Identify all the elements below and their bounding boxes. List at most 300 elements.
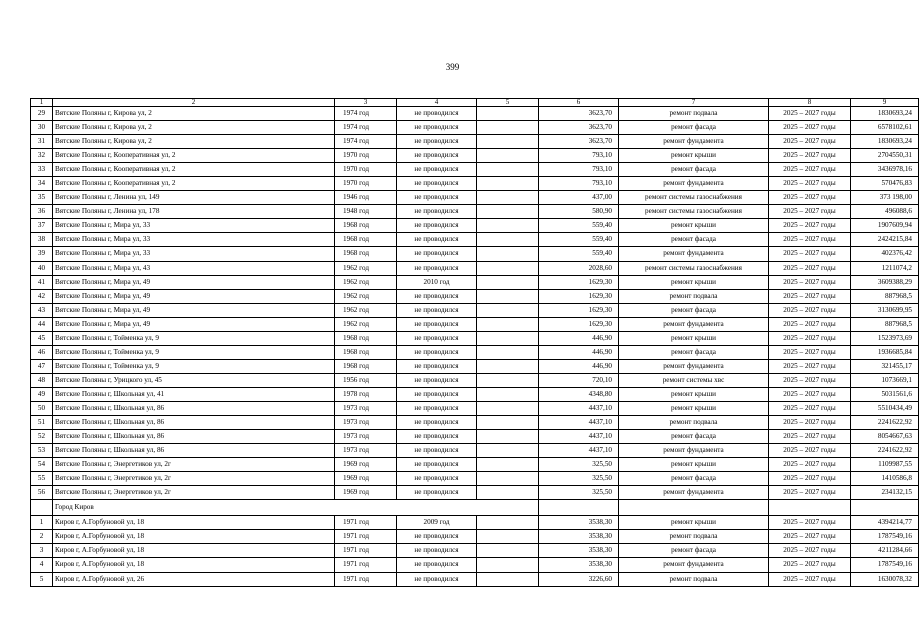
row-period: 2025 – 2027 годы (769, 303, 851, 317)
row-build-year: 1962 год (335, 289, 397, 303)
row-col5 (477, 317, 539, 331)
row-last-repair: не проводился (397, 387, 477, 401)
row-work-type: ремонт фундамента (619, 359, 769, 373)
row-number: 38 (31, 233, 53, 247)
row-work-type: ремонт крыши (619, 219, 769, 233)
row-number: 1 (31, 516, 53, 530)
table-row (31, 135, 919, 149)
row-period: 2025 – 2027 годы (769, 317, 851, 331)
row-number: 32 (31, 149, 53, 163)
row-col5 (477, 121, 539, 135)
row-col5 (477, 107, 539, 121)
row-col5 (477, 149, 539, 163)
row-number: 56 (31, 486, 53, 500)
row-last-repair: не проводился (397, 373, 477, 387)
row-work-type: ремонт фасада (619, 303, 769, 317)
column-number: 4 (397, 99, 477, 107)
row-period: 2025 – 2027 годы (769, 558, 851, 572)
table-row (31, 163, 919, 177)
page-number: 399 (445, 62, 460, 72)
table-row (31, 516, 919, 530)
row-address: Вятские Поляны г, Кирова ул, 2 (53, 121, 335, 135)
table-row (31, 345, 919, 359)
row-col5 (477, 486, 539, 500)
row-number: 55 (31, 472, 53, 486)
row-last-repair: не проводился (397, 177, 477, 191)
row-area: 3538,30 (539, 558, 619, 572)
row-number: 46 (31, 345, 53, 359)
row-build-year: 1971 год (335, 544, 397, 558)
row-last-repair: не проводился (397, 205, 477, 219)
row-col5 (477, 572, 539, 586)
column-number: 6 (539, 99, 619, 107)
row-period: 2025 – 2027 годы (769, 359, 851, 373)
row-area: 3226,60 (539, 572, 619, 586)
row-address: Вятские Поляны г, Кооперативная ул, 2 (53, 177, 335, 191)
row-area: 446,90 (539, 345, 619, 359)
row-period: 2025 – 2027 годы (769, 572, 851, 586)
table-row (31, 247, 919, 261)
table-row (31, 373, 919, 387)
section-empty-cell (31, 500, 53, 516)
table-row (31, 416, 919, 430)
row-last-repair: не проводился (397, 191, 477, 205)
row-number: 54 (31, 458, 53, 472)
row-period: 2025 – 2027 годы (769, 205, 851, 219)
row-build-year: 1968 год (335, 233, 397, 247)
row-last-repair: не проводился (397, 331, 477, 345)
row-number: 31 (31, 135, 53, 149)
row-period: 2025 – 2027 годы (769, 261, 851, 275)
row-area: 793,10 (539, 149, 619, 163)
row-cost: 3609388,29 (851, 275, 919, 289)
row-col5 (477, 331, 539, 345)
row-area: 1629,30 (539, 289, 619, 303)
row-build-year: 1968 год (335, 331, 397, 345)
row-build-year: 1973 год (335, 416, 397, 430)
row-col5 (477, 359, 539, 373)
row-last-repair: не проводился (397, 247, 477, 261)
row-area: 580,90 (539, 205, 619, 219)
table-row (31, 191, 919, 205)
row-address: Вятские Поляны г, Энергетиков ул, 2г (53, 458, 335, 472)
row-number: 48 (31, 373, 53, 387)
row-work-type: ремонт системы газоснабжения (619, 205, 769, 219)
row-work-type: ремонт крыши (619, 387, 769, 401)
table-row (31, 331, 919, 345)
row-cost: 1830693,24 (851, 107, 919, 121)
row-address: Вятские Поляны г, Урицкого ул, 45 (53, 373, 335, 387)
row-build-year: 1962 год (335, 303, 397, 317)
row-address: Вятские Поляны г, Мира ул, 49 (53, 289, 335, 303)
row-cost: 1073669,1 (851, 373, 919, 387)
row-cost: 5510434,49 (851, 401, 919, 415)
row-build-year: 1968 год (335, 345, 397, 359)
row-work-type: ремонт фасада (619, 163, 769, 177)
row-number: 39 (31, 247, 53, 261)
row-number: 50 (31, 401, 53, 415)
row-work-type: ремонт системы хвс (619, 373, 769, 387)
column-number: 3 (335, 99, 397, 107)
row-area: 559,40 (539, 233, 619, 247)
row-area: 4348,80 (539, 387, 619, 401)
row-cost: 1907609,94 (851, 219, 919, 233)
row-build-year: 1946 год (335, 191, 397, 205)
row-area: 3623,70 (539, 107, 619, 121)
row-number: 42 (31, 289, 53, 303)
column-number: 5 (477, 99, 539, 107)
row-last-repair: не проводился (397, 359, 477, 373)
row-col5 (477, 163, 539, 177)
row-work-type: ремонт крыши (619, 275, 769, 289)
row-work-type: ремонт фасада (619, 345, 769, 359)
row-area: 2028,60 (539, 261, 619, 275)
table-row (31, 430, 919, 444)
row-number: 30 (31, 121, 53, 135)
column-number: 9 (851, 99, 919, 107)
row-address: Вятские Поляны г, Школьная ул, 86 (53, 416, 335, 430)
row-period: 2025 – 2027 годы (769, 345, 851, 359)
row-area: 4437,10 (539, 444, 619, 458)
row-work-type: ремонт системы газоснабжения (619, 261, 769, 275)
row-last-repair: не проводился (397, 261, 477, 275)
row-last-repair: не проводился (397, 303, 477, 317)
row-build-year: 1971 год (335, 516, 397, 530)
row-cost: 4211284,66 (851, 544, 919, 558)
row-work-type: ремонт фундамента (619, 486, 769, 500)
table-row (31, 219, 919, 233)
row-area: 3623,70 (539, 135, 619, 149)
row-last-repair: не проводился (397, 544, 477, 558)
row-period: 2025 – 2027 годы (769, 163, 851, 177)
row-col5 (477, 205, 539, 219)
row-number: 29 (31, 107, 53, 121)
table-row (31, 205, 919, 219)
row-build-year: 1969 год (335, 472, 397, 486)
table-row (31, 544, 919, 558)
row-cost: 1211074,2 (851, 261, 919, 275)
row-work-type: ремонт фасада (619, 430, 769, 444)
row-work-type: ремонт фундамента (619, 558, 769, 572)
row-address: Вятские Поляны г, Мира ул, 49 (53, 303, 335, 317)
row-address: Вятские Поляны г, Тойменка ул, 9 (53, 345, 335, 359)
row-work-type: ремонт крыши (619, 516, 769, 530)
row-work-type: ремонт фасада (619, 121, 769, 135)
row-number: 45 (31, 331, 53, 345)
row-last-repair: 2010 год (397, 275, 477, 289)
row-last-repair: не проводился (397, 135, 477, 149)
table-row (31, 387, 919, 401)
row-cost: 3130699,95 (851, 303, 919, 317)
row-col5 (477, 275, 539, 289)
row-work-type: ремонт фундамента (619, 444, 769, 458)
row-period: 2025 – 2027 годы (769, 472, 851, 486)
row-period: 2025 – 2027 годы (769, 121, 851, 135)
row-address: Вятские Поляны г, Ленина ул, 149 (53, 191, 335, 205)
row-last-repair: не проводился (397, 121, 477, 135)
row-address: Вятские Поляны г, Школьная ул, 86 (53, 430, 335, 444)
row-cost: 8054667,63 (851, 430, 919, 444)
row-address: Вятские Поляны г, Школьная ул, 86 (53, 401, 335, 415)
row-build-year: 1971 год (335, 558, 397, 572)
table-row (31, 558, 919, 572)
row-build-year: 1971 год (335, 572, 397, 586)
row-number: 44 (31, 317, 53, 331)
row-col5 (477, 289, 539, 303)
row-address: Вятские Поляны г, Школьная ул, 41 (53, 387, 335, 401)
row-col5 (477, 135, 539, 149)
row-cost: 496088,6 (851, 205, 919, 219)
row-col5 (477, 530, 539, 544)
row-work-type: ремонт подвала (619, 107, 769, 121)
row-work-type: ремонт крыши (619, 149, 769, 163)
row-col5 (477, 303, 539, 317)
row-cost: 1109987,55 (851, 458, 919, 472)
row-last-repair: не проводился (397, 345, 477, 359)
row-work-type: ремонт крыши (619, 401, 769, 415)
column-number-row (31, 99, 919, 107)
row-work-type: ремонт фундамента (619, 317, 769, 331)
row-cost: 402376,42 (851, 247, 919, 261)
row-cost: 1630078,32 (851, 572, 919, 586)
row-col5 (477, 191, 539, 205)
row-last-repair: не проводился (397, 558, 477, 572)
row-col5 (477, 458, 539, 472)
table-row (31, 317, 919, 331)
row-last-repair: не проводился (397, 289, 477, 303)
row-number: 3 (31, 544, 53, 558)
row-col5 (477, 373, 539, 387)
column-number: 8 (769, 99, 851, 107)
row-last-repair: не проводился (397, 458, 477, 472)
row-cost: 3436978,16 (851, 163, 919, 177)
row-build-year: 1971 год (335, 530, 397, 544)
row-number: 2 (31, 530, 53, 544)
section-empty-cell (539, 500, 619, 516)
table-row (31, 261, 919, 275)
table-row (31, 121, 919, 135)
row-last-repair: не проводился (397, 430, 477, 444)
row-build-year: 1969 год (335, 486, 397, 500)
row-cost: 1787549,16 (851, 558, 919, 572)
row-number: 33 (31, 163, 53, 177)
row-period: 2025 – 2027 годы (769, 219, 851, 233)
row-address: Вятские Поляны г, Мира ул, 43 (53, 261, 335, 275)
row-address: Вятские Поляны г, Кирова ул, 2 (53, 135, 335, 149)
row-last-repair: не проводился (397, 401, 477, 415)
table-row (31, 149, 919, 163)
row-number: 49 (31, 387, 53, 401)
row-last-repair: не проводился (397, 317, 477, 331)
row-build-year: 1974 год (335, 135, 397, 149)
row-address: Вятские Поляны г, Мира ул, 33 (53, 247, 335, 261)
row-address: Киров г, А.Горбуновой ул, 18 (53, 558, 335, 572)
row-area: 559,40 (539, 247, 619, 261)
row-cost: 2704550,31 (851, 149, 919, 163)
row-col5 (477, 401, 539, 415)
table-row (31, 359, 919, 373)
row-address: Вятские Поляны г, Кирова ул, 2 (53, 107, 335, 121)
row-period: 2025 – 2027 годы (769, 530, 851, 544)
row-col5 (477, 444, 539, 458)
row-number: 40 (31, 261, 53, 275)
row-col5 (477, 416, 539, 430)
row-area: 325,50 (539, 458, 619, 472)
row-cost: 1523973,69 (851, 331, 919, 345)
row-address: Вятские Поляны г, Мира ул, 49 (53, 317, 335, 331)
row-area: 446,90 (539, 359, 619, 373)
row-number: 51 (31, 416, 53, 430)
row-number: 41 (31, 275, 53, 289)
table-row (31, 233, 919, 247)
row-cost: 887968,5 (851, 289, 919, 303)
column-number: 2 (53, 99, 335, 107)
row-area: 437,00 (539, 191, 619, 205)
row-last-repair: не проводился (397, 149, 477, 163)
table-row (31, 444, 919, 458)
row-col5 (477, 516, 539, 530)
row-cost: 2241622,92 (851, 444, 919, 458)
row-build-year: 1969 год (335, 458, 397, 472)
row-col5 (477, 387, 539, 401)
row-area: 4437,10 (539, 401, 619, 415)
row-address: Вятские Поляны г, Тойменка ул, 9 (53, 359, 335, 373)
row-cost: 373 198,00 (851, 191, 919, 205)
row-cost: 2424215,84 (851, 233, 919, 247)
row-build-year: 1970 год (335, 149, 397, 163)
row-area: 559,40 (539, 219, 619, 233)
row-cost: 234132,15 (851, 486, 919, 500)
row-cost: 321455,17 (851, 359, 919, 373)
row-number: 47 (31, 359, 53, 373)
row-period: 2025 – 2027 годы (769, 387, 851, 401)
row-cost: 1830693,24 (851, 135, 919, 149)
row-build-year: 1974 год (335, 121, 397, 135)
row-area: 793,10 (539, 177, 619, 191)
row-build-year: 1968 год (335, 219, 397, 233)
row-area: 3538,30 (539, 516, 619, 530)
row-period: 2025 – 2027 годы (769, 275, 851, 289)
row-build-year: 1973 год (335, 430, 397, 444)
row-address: Киров г, А.Горбуновой ул, 18 (53, 530, 335, 544)
row-number: 34 (31, 177, 53, 191)
row-period: 2025 – 2027 годы (769, 233, 851, 247)
row-cost: 6578102,61 (851, 121, 919, 135)
row-cost: 4394214,77 (851, 516, 919, 530)
row-period: 2025 – 2027 годы (769, 107, 851, 121)
column-number: 1 (31, 99, 53, 107)
row-col5 (477, 544, 539, 558)
row-address: Вятские Поляны г, Мира ул, 49 (53, 275, 335, 289)
row-col5 (477, 430, 539, 444)
row-col5 (477, 247, 539, 261)
row-address: Вятские Поляны г, Ленина ул, 178 (53, 205, 335, 219)
row-period: 2025 – 2027 годы (769, 401, 851, 415)
row-build-year: 1962 год (335, 261, 397, 275)
row-work-type: ремонт системы газоснабжения (619, 191, 769, 205)
row-work-type: ремонт крыши (619, 331, 769, 345)
row-area: 793,10 (539, 163, 619, 177)
row-period: 2025 – 2027 годы (769, 149, 851, 163)
row-area: 720,10 (539, 373, 619, 387)
row-period: 2025 – 2027 годы (769, 177, 851, 191)
row-build-year: 1948 год (335, 205, 397, 219)
row-period: 2025 – 2027 годы (769, 416, 851, 430)
row-work-type: ремонт фундамента (619, 177, 769, 191)
row-col5 (477, 177, 539, 191)
column-number: 7 (619, 99, 769, 107)
row-period: 2025 – 2027 годы (769, 289, 851, 303)
row-cost: 887968,5 (851, 317, 919, 331)
row-work-type: ремонт фасада (619, 544, 769, 558)
row-build-year: 1968 год (335, 359, 397, 373)
row-area: 4437,10 (539, 416, 619, 430)
row-address: Киров г, А.Горбуновой ул, 26 (53, 572, 335, 586)
row-last-repair: не проводился (397, 572, 477, 586)
section-empty-cell (769, 500, 851, 516)
row-cost: 1410586,8 (851, 472, 919, 486)
row-last-repair: не проводился (397, 486, 477, 500)
table-row (31, 303, 919, 317)
table-row (31, 572, 919, 586)
row-col5 (477, 345, 539, 359)
row-cost: 2241622,92 (851, 416, 919, 430)
section-title: Город Киров (53, 500, 539, 516)
row-address: Вятские Поляны г, Мира ул, 33 (53, 233, 335, 247)
row-cost: 570476,83 (851, 177, 919, 191)
row-last-repair: 2009 год (397, 516, 477, 530)
row-period: 2025 – 2027 годы (769, 486, 851, 500)
row-work-type: ремонт фасада (619, 472, 769, 486)
row-number: 35 (31, 191, 53, 205)
row-number: 53 (31, 444, 53, 458)
row-col5 (477, 472, 539, 486)
row-build-year: 1974 год (335, 107, 397, 121)
section-empty-cell (851, 500, 919, 516)
table-row (31, 401, 919, 415)
row-col5 (477, 261, 539, 275)
row-area: 3538,30 (539, 530, 619, 544)
row-address: Вятские Поляны г, Энергетиков ул, 2г (53, 486, 335, 500)
row-build-year: 1968 год (335, 247, 397, 261)
row-period: 2025 – 2027 годы (769, 444, 851, 458)
row-period: 2025 – 2027 годы (769, 544, 851, 558)
row-last-repair: не проводился (397, 163, 477, 177)
table-row (31, 486, 919, 500)
table-row (31, 107, 919, 121)
row-address: Киров г, А.Горбуновой ул, 18 (53, 516, 335, 530)
row-last-repair: не проводился (397, 472, 477, 486)
section-empty-cell (619, 500, 769, 516)
row-area: 3623,70 (539, 121, 619, 135)
section-row (31, 500, 919, 516)
row-last-repair: не проводился (397, 233, 477, 247)
row-address: Вятские Поляны г, Кооперативная ул, 2 (53, 149, 335, 163)
row-cost: 5031561,6 (851, 387, 919, 401)
row-address: Вятские Поляны г, Энергетиков ул, 2г (53, 472, 335, 486)
table-row (31, 458, 919, 472)
table-row (31, 530, 919, 544)
row-work-type: ремонт фундамента (619, 247, 769, 261)
row-build-year: 1973 год (335, 444, 397, 458)
row-area: 1629,30 (539, 317, 619, 331)
table-row (31, 177, 919, 191)
row-address: Киров г, А.Горбуновой ул, 18 (53, 544, 335, 558)
row-period: 2025 – 2027 годы (769, 458, 851, 472)
row-number: 4 (31, 558, 53, 572)
row-area: 1629,30 (539, 303, 619, 317)
row-number: 43 (31, 303, 53, 317)
